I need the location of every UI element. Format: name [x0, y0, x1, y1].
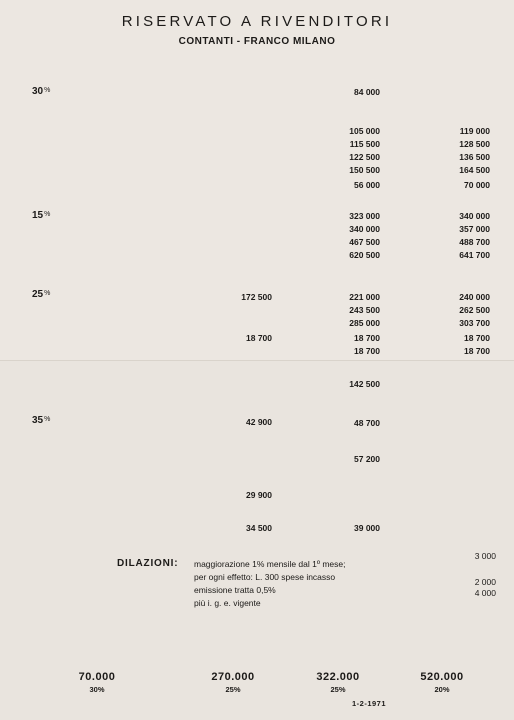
price-cell: 285 000: [349, 318, 380, 328]
price-cell: 303 700: [459, 318, 490, 328]
page-subtitle: CONTANTI - FRANCO MILANO: [178, 36, 336, 47]
price-cell: 262 500: [459, 305, 490, 315]
dilazioni-line: maggiorazione 1% mensile dal 1º mese;: [194, 559, 346, 569]
price-cell: 115 500: [349, 139, 380, 149]
fold-line: [0, 360, 514, 361]
lower-fold-panel: [0, 361, 514, 720]
discount-label: [32, 289, 50, 300]
discount-value: 30: [32, 86, 44, 97]
price-cell: 488 700: [459, 237, 490, 247]
price-cell: 18 700: [354, 333, 380, 343]
document-date: 1-2-1971: [352, 699, 387, 708]
price-cell: 357 000: [459, 224, 490, 234]
discount-label: [32, 210, 50, 221]
dilazioni-value: 2 000: [474, 577, 496, 587]
price-cell: 128 500: [459, 139, 490, 149]
discount-label: [32, 86, 50, 97]
price-cell: 142 500: [349, 379, 380, 389]
percent-sign: %: [44, 211, 51, 218]
page-title: RISERVATO A RIVENDITORI: [121, 13, 393, 30]
footer-price: 70.000: [78, 671, 116, 683]
price-cell: 18 700: [464, 333, 490, 343]
footer-discount: 25%: [330, 685, 346, 694]
footer-discount: 20%: [434, 685, 450, 694]
discount-value: 25: [32, 289, 44, 300]
price-cell: 29 900: [246, 490, 272, 500]
discount-value: 15: [32, 210, 44, 221]
price-cell: 122 500: [349, 152, 380, 162]
price-cell: 243 500: [349, 305, 380, 315]
price-cell: 467 500: [349, 237, 380, 247]
price-cell: 56 000: [354, 180, 380, 190]
footer-discount: 25%: [225, 685, 241, 694]
price-cell: 18 700: [354, 346, 380, 356]
price-cell: 340 000: [349, 224, 380, 234]
price-cell: 18 700: [246, 333, 272, 343]
price-cell: 240 000: [459, 292, 490, 302]
price-cell: 105 000: [349, 126, 380, 136]
price-cell: 57 200: [354, 454, 380, 464]
price-cell: 18 700: [464, 346, 490, 356]
footer-price: 322.000: [316, 671, 360, 683]
discount-value: 35: [32, 415, 44, 426]
dilazioni-line: emissione tratta 0,5%: [194, 585, 276, 595]
discount-label: [32, 415, 50, 426]
footer-price: 270.000: [211, 671, 255, 683]
price-cell: 641 700: [459, 250, 490, 260]
price-cell: 84 000: [354, 87, 380, 97]
percent-sign: %: [44, 87, 51, 94]
price-cell: 221 000: [349, 292, 380, 302]
dilazioni-line: per ogni effetto: L. 300 spese incasso: [194, 572, 336, 582]
dilazioni-value: 3 000: [474, 551, 496, 561]
dilazioni-label: DILAZIONI:: [117, 558, 179, 569]
price-cell: 172 500: [241, 292, 272, 302]
price-cell: 340 000: [459, 211, 490, 221]
price-cell: 150 500: [349, 165, 380, 175]
price-cell: 39 000: [354, 523, 380, 533]
price-cell: 164 500: [459, 165, 490, 175]
dilazioni-value: 4 000: [474, 588, 496, 598]
price-cell: 34 500: [246, 523, 272, 533]
price-cell: 48 700: [354, 418, 380, 428]
footer-discount: 30%: [89, 685, 105, 694]
price-cell: 119 000: [459, 126, 490, 136]
price-cell: 323 000: [349, 211, 380, 221]
percent-sign: %: [44, 416, 51, 423]
percent-sign: %: [44, 290, 51, 297]
footer-price: 520.000: [420, 671, 464, 683]
price-cell: 42 900: [246, 417, 272, 427]
price-cell: 70 000: [464, 180, 490, 190]
dilazioni-line: più i. g. e. vigente: [194, 598, 261, 608]
price-cell: 620 500: [349, 250, 380, 260]
price-cell: 136 500: [459, 152, 490, 162]
